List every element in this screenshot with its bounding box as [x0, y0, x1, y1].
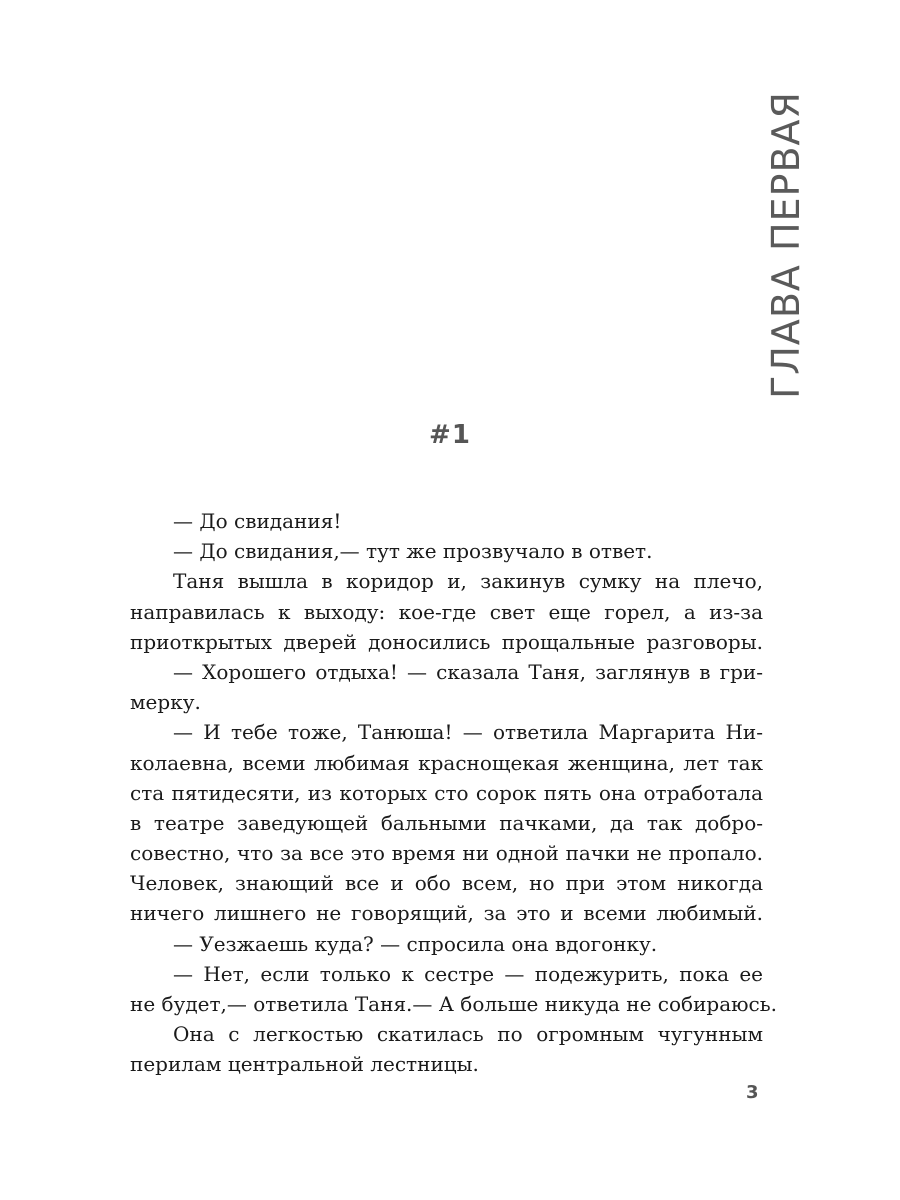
text-line: ста пятидесяти, из которых сто сорок пять она отработала	[130, 780, 763, 805]
body-text	[130, 506, 777, 1080]
text-line: — До свидания!	[173, 509, 342, 533]
text-line: ничего лишнего не говорящий, за это и всеми любимый.	[130, 901, 763, 926]
text-line: в театре заведующей бальными пачками, да так добро-	[130, 810, 763, 835]
text-line: — До свидания,— тут же прозвучало в ответ.	[173, 539, 653, 564]
section-number: #1	[429, 420, 471, 450]
text-line: — Хорошего отдыха! — сказала Таня, заглянув в гри-	[173, 659, 763, 684]
text-line: совестно, что за все это время ни одной пачки не пропало.	[130, 841, 763, 866]
text-line: приоткрытых дверей доносились прощальные разговоры.	[130, 629, 763, 654]
page-number: 3	[746, 1082, 759, 1103]
text-line: — И тебе тоже, Танюша! — ответила Маргарита Ни-	[173, 720, 763, 745]
text-line: колаевна, всеми любимая краснощекая женщина, лет так	[130, 750, 763, 775]
text-line: не будет,— ответила Таня.— А больше никуда не собираюсь.	[130, 992, 777, 1016]
text-line: перилам центральной лестницы.	[130, 1052, 479, 1077]
text-line: Она с легкостью скатилась по огромным чугунным	[173, 1022, 763, 1047]
text-line: направилась к выходу: кое-где свет еще горел, а из-за	[130, 599, 763, 624]
text-line: — Уезжаешь куда? — спросила она вдогонку.	[173, 931, 658, 956]
text-line: Таня вышла в коридор и, закинув сумку на плечо,	[173, 569, 763, 594]
text-line: — Нет, если только к сестре — подежурить, пока ее	[173, 961, 763, 986]
chapter-title-text: ГЛАВА ПЕРВАЯ	[764, 91, 808, 399]
text-line: мерку.	[130, 690, 201, 715]
text-line: Человек, знающий все и обо всем, но при этом никогда	[130, 871, 763, 896]
